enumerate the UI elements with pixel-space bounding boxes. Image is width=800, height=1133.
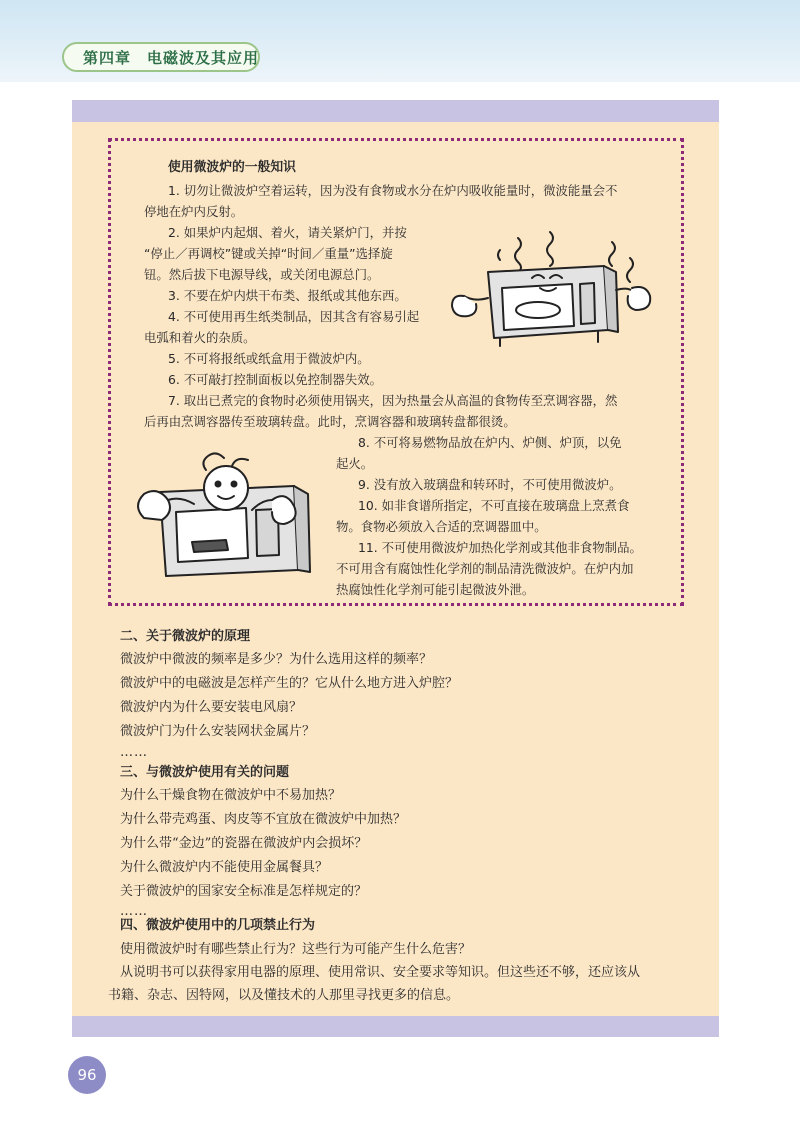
section-4-line: 从说明书可以获得家用电器的原理、使用常识、安全要求等知识。但这些还不够，还应该从 xyxy=(120,965,641,980)
section-3-line: 为什么干燥食物在微波炉中不易加热？ xyxy=(120,788,342,803)
section-3-title: 三、与微波炉使用有关的问题 xyxy=(120,765,290,780)
section-4-title: 四、微波炉使用中的几项禁止行为 xyxy=(120,918,316,933)
section-4-line: 使用微波炉时有哪些禁止行为？这些行为可能产生什么危害？ xyxy=(120,942,472,957)
section-3-line: 为什么微波炉内不能使用金属餐具？ xyxy=(120,860,329,875)
info-line: 物。食物必须放入合适的烹调器皿中。 xyxy=(336,519,547,534)
info-line: 3. 不要在炉内烘干布类、报纸或其他东西。 xyxy=(168,288,407,303)
chapter-label xyxy=(62,42,260,72)
info-line: “停止／再调校”键或关掉“时间／重量”选择旋 xyxy=(144,246,393,261)
info-line: 5. 不可将报纸或纸盒用于微波炉内。 xyxy=(168,351,370,366)
info-line: 1. 切勿让微波炉空着运转，因为没有食物或水分在炉内吸收能量时，微波能量会不 xyxy=(168,183,618,198)
info-line: 电弧和着火的杂质。 xyxy=(144,330,256,345)
bottom-band xyxy=(72,1016,719,1037)
info-line: 11. 不可使用微波炉加热化学剂或其他非食物制品。 xyxy=(358,540,642,555)
section-2-line: 微波炉中的电磁波是怎样产生的？它从什么地方进入炉腔？ xyxy=(120,676,459,691)
info-line: 4. 不可使用再生纸类制品，因其含有容易引起 xyxy=(168,309,420,324)
info-line: 9. 没有放入玻璃盘和转环时，不可使用微波炉。 xyxy=(358,477,622,492)
section-3-line: 关于微波炉的国家安全标准是怎样规定的？ xyxy=(120,884,368,899)
microwave-hot-illustration xyxy=(440,228,660,358)
info-line: 后再由烹调容器传至玻璃转盘。此时，烹调容器和玻璃转盘都很烫。 xyxy=(144,414,516,429)
info-line: 不可用含有腐蚀性化学剂的制品清洗微波炉。在炉内加 xyxy=(336,561,634,576)
section-2-title: 二、关于微波炉的原理 xyxy=(120,629,251,644)
section-2-ellipsis: …… xyxy=(120,745,148,760)
section-3-ellipsis: …… xyxy=(120,904,148,919)
microwave-cooking-illustration xyxy=(122,440,332,590)
info-line: 停地在炉内反射。 xyxy=(144,204,244,219)
page-number: 96 xyxy=(68,1056,106,1094)
info-line: 2. 如果炉内起烟、着火，请关紧炉门，并按 xyxy=(168,225,407,240)
section-3-line: 为什么带壳鸡蛋、肉皮等不宜放在微波炉中加热？ xyxy=(120,812,407,827)
info-line: 热腐蚀性化学剂可能引起微波外泄。 xyxy=(336,582,535,597)
info-box-title: 使用微波炉的一般知识 xyxy=(168,160,296,175)
section-4-line: 书籍、杂志、因特网，以及懂技术的人那里寻找更多的信息。 xyxy=(108,988,460,1003)
info-line: 钮。然后拔下电源导线，或关闭电源总门。 xyxy=(144,267,380,282)
top-band xyxy=(72,100,719,122)
section-3-line: 为什么带“金边”的瓷器在微波炉内会损坏？ xyxy=(120,836,368,851)
section-2-line: 微波炉中微波的频率是多少？为什么选用这样的频率？ xyxy=(120,652,433,667)
info-line: 6. 不可敲打控制面板以免控制器失效。 xyxy=(168,372,383,387)
section-2-line: 微波炉门为什么安装网状金属片？ xyxy=(120,724,316,739)
info-line: 10. 如非食谱所指定，不可直接在玻璃盘上烹煮食 xyxy=(358,498,630,513)
section-2-line: 微波炉内为什么要安装电风扇？ xyxy=(120,700,303,715)
info-line: 8. 不可将易燃物品放在炉内、炉侧、炉顶，以免 xyxy=(358,435,622,450)
info-line: 起火。 xyxy=(336,456,374,471)
info-line: 7. 取出已煮完的食物时必须使用锅夹，因为热量会从高温的食物传至烹调容器，然 xyxy=(168,393,618,408)
chapter-header-band xyxy=(0,0,800,82)
chapter-title: 第四章 电磁波及其应用 xyxy=(83,48,260,67)
